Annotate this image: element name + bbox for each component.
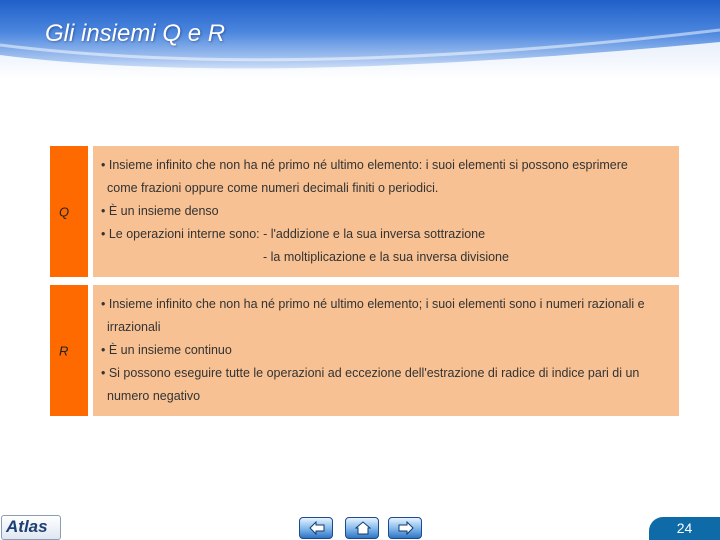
set-description <box>93 285 679 416</box>
atlas-logo <box>1 515 61 540</box>
description-line: irrazionali <box>107 320 161 334</box>
description-line: - la moltiplicazione e la sua inversa divisione <box>263 250 509 264</box>
description-line: • È un insieme denso <box>101 204 219 218</box>
set-description <box>93 146 679 277</box>
set-row-r <box>50 285 679 416</box>
set-row-q <box>50 146 679 277</box>
arrow-left-icon <box>309 521 325 535</box>
home-button[interactable] <box>345 517 379 539</box>
home-icon <box>355 521 371 535</box>
previous-button[interactable] <box>299 517 333 539</box>
set-label: Q <box>59 204 70 219</box>
set-label-cell <box>50 146 88 277</box>
page-title: Gli insiemi Q e R <box>45 20 226 47</box>
description-line: • Insieme infinito che non ha né primo né ultimo elemento: i suoi elementi si possono esprimere <box>101 158 628 172</box>
description-line: come frazioni oppure come numeri decimali finiti o periodici. <box>107 181 439 195</box>
description-line: • Le operazioni interne sono: - l'addizione e la sua inversa sottrazione <box>101 227 486 241</box>
description-line: numero negativo <box>107 389 201 403</box>
arrow-right-icon <box>398 521 414 535</box>
page-number: 24 <box>676 520 693 536</box>
set-label: R <box>59 343 69 358</box>
description-line: • Insieme infinito che non ha né primo né ultimo elemento; i suoi elementi sono i numeri razionali e <box>101 297 645 311</box>
description-line: • Si possono eseguire tutte le operazioni ad eccezione dell'estrazione di radice di indice pari di un <box>101 366 640 380</box>
logo-text: Atlas <box>6 517 48 536</box>
set-label-cell <box>50 285 88 416</box>
description-line: • È un insieme continuo <box>101 343 232 357</box>
page-number-badge <box>649 517 720 540</box>
next-button[interactable] <box>388 517 422 539</box>
